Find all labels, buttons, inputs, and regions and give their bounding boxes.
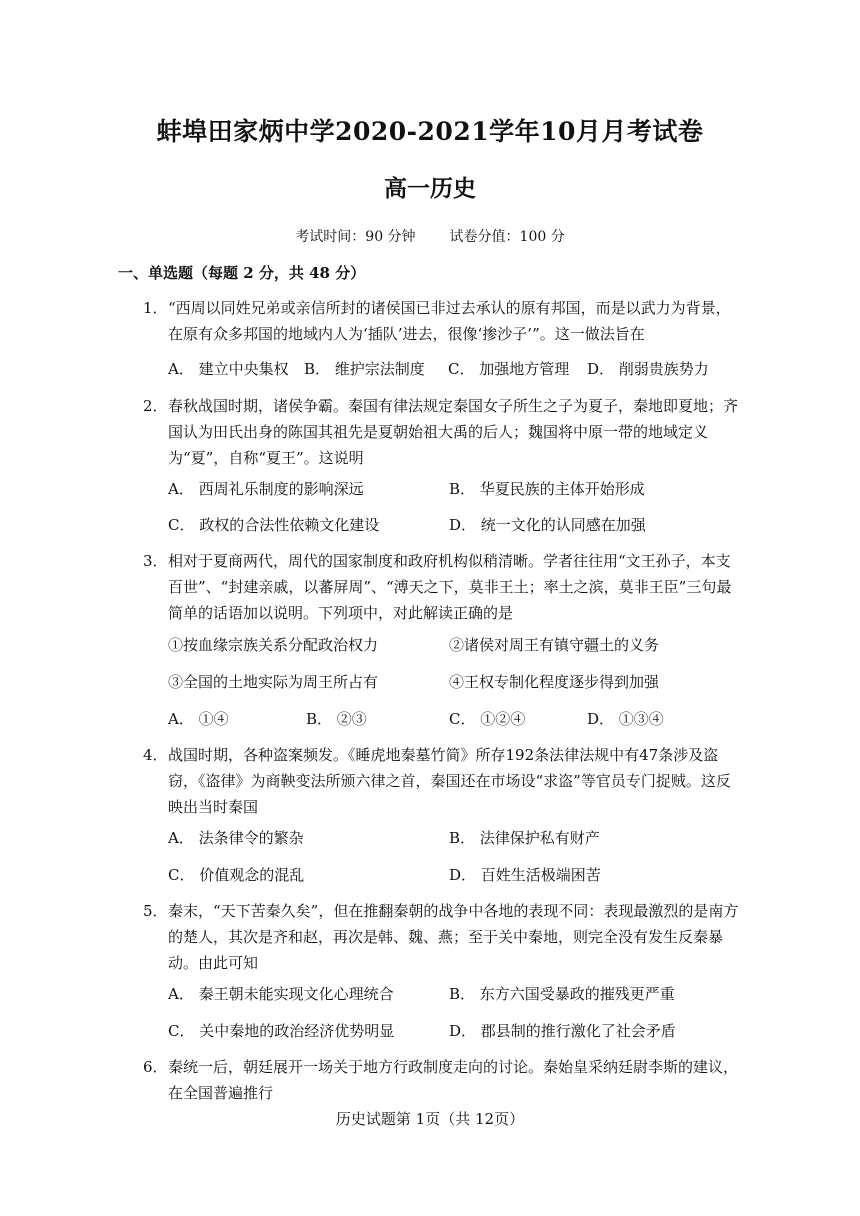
option-c[interactable]: C． 关中秦地的政治经济优势明显 xyxy=(168,1022,395,1040)
option-b[interactable]: B． 华夏民族的主体开始形成 xyxy=(449,480,645,498)
option-a[interactable]: A． 法条律令的繁杂 xyxy=(168,829,304,847)
option-d[interactable]: D． ①③④ xyxy=(587,710,664,728)
question-number: 3． xyxy=(143,552,168,570)
question-6 xyxy=(143,1054,743,1106)
option-a[interactable]: A． ①④ xyxy=(168,710,229,728)
option-c[interactable]: C． 加强地方管理 xyxy=(448,360,570,378)
question-text: 秦末，“天下苦秦久矣”，但在推翻秦朝的战争中各地的表现不同：表现最激烈的是南方的楚人，其次是齐和赵，再次是韩、魏、燕；至于关中秦地，则完全没有发生反秦暴动。由此可知 xyxy=(168,902,739,972)
question-number: 2． xyxy=(143,397,168,415)
option-d[interactable]: D． 统一文化的认同感在加强 xyxy=(449,516,646,534)
question-number: 5． xyxy=(143,902,168,920)
option-c[interactable]: C． ①②④ xyxy=(449,710,526,728)
question-text: 秦统一后，朝廷展开一场关于地方行政制度走向的讨论。秦始皇采纳廷尉李斯的建议，在全国普遍推行 xyxy=(168,1058,739,1102)
option-b[interactable]: B． 维护宗法制度 xyxy=(304,360,425,378)
option-d[interactable]: D． 百姓生活极端困苦 xyxy=(449,866,601,884)
option-b[interactable]: B． 法律保护私有财产 xyxy=(449,829,600,847)
question-text: 战国时期，各种盗案频发。《睡虎地秦墓竹简》所存192条法律法规中有47条涉及盗窃，《盗律》为商鞅变法所颁六律之首，秦国还在市场设“求盗”等官员专门捉贼。这反映出当时秦国 xyxy=(168,746,731,816)
option-a[interactable]: A． 西周礼乐制度的影响深远 xyxy=(168,480,364,498)
option-a[interactable]: A． 秦王朝未能实现文化心理统合 xyxy=(168,985,394,1003)
question-2 xyxy=(143,393,743,471)
statement-2: ②诸侯对周王有镇守疆土的义务 xyxy=(449,636,660,654)
option-b[interactable]: B． 东方六国受暴政的摧残更严重 xyxy=(449,985,675,1003)
exam-subject: 高一历史 xyxy=(384,175,476,202)
option-d[interactable]: D． 郡县制的推行激化了社会矛盾 xyxy=(449,1022,676,1040)
option-c[interactable]: C． 政权的合法性依赖文化建设 xyxy=(168,516,380,534)
option-d[interactable]: D． 削弱贵族势力 xyxy=(587,360,709,378)
option-c[interactable]: C． 价值观念的混乱 xyxy=(168,866,305,884)
question-number: 4． xyxy=(143,746,168,764)
section-heading: 一、单选题（每题 2 分，共 48 分） xyxy=(118,264,366,282)
statement-1: ①按血缘宗族关系分配政治权力 xyxy=(168,636,379,654)
question-number: 6． xyxy=(143,1058,168,1076)
question-5 xyxy=(143,898,743,976)
exam-time: 考试时间：90 分钟 xyxy=(295,229,416,245)
option-b[interactable]: B． ②③ xyxy=(306,710,367,728)
question-1 xyxy=(143,295,743,347)
question-3 xyxy=(143,548,743,626)
option-a[interactable]: A． 建立中央集权 xyxy=(168,360,289,378)
question-text: 相对于夏商两代，周代的国家制度和政府机构似稍清晰。学者往往用“文王孙子，本支百世”、“封建亲戚，以蕃屏周”、“溥天之下，莫非王土；率土之滨，莫非王臣”三句最简单的话语加以说明。下列项中，对此解读正确的是 xyxy=(168,552,732,622)
exam-title: 蚌埠田家炳中学2020-2021学年10月月考试卷 xyxy=(156,117,704,146)
statement-4: ④王权专制化程度逐步得到加强 xyxy=(449,673,660,691)
question-text: 春秋战国时期，诸侯争霸。秦国有律法规定秦国女子所生之子为夏子，秦地即夏地；齐国认为田氏出身的陈国其祖先是夏朝始祖大禹的后人；魏国将中原一带的地域定义为“夏”，自称“夏王”。这说明 xyxy=(168,397,739,467)
question-4 xyxy=(143,742,743,820)
question-number: 1． xyxy=(143,299,168,317)
page-footer: 历史试题第 1页（共 12页） xyxy=(335,1110,525,1128)
statement-3: ③全国的土地实际为周王所占有 xyxy=(168,673,379,691)
exam-info xyxy=(0,226,860,246)
exam-score: 试卷分值：100 分 xyxy=(449,229,565,245)
question-text: “西周以同姓兄弟或亲信所封的诸侯国已非过去承认的原有邦国，而是以武力为背景，在原有众多邦国的地域内人为‘插队’进去，很像‘掺沙子’”。这一做法旨在 xyxy=(168,299,731,343)
